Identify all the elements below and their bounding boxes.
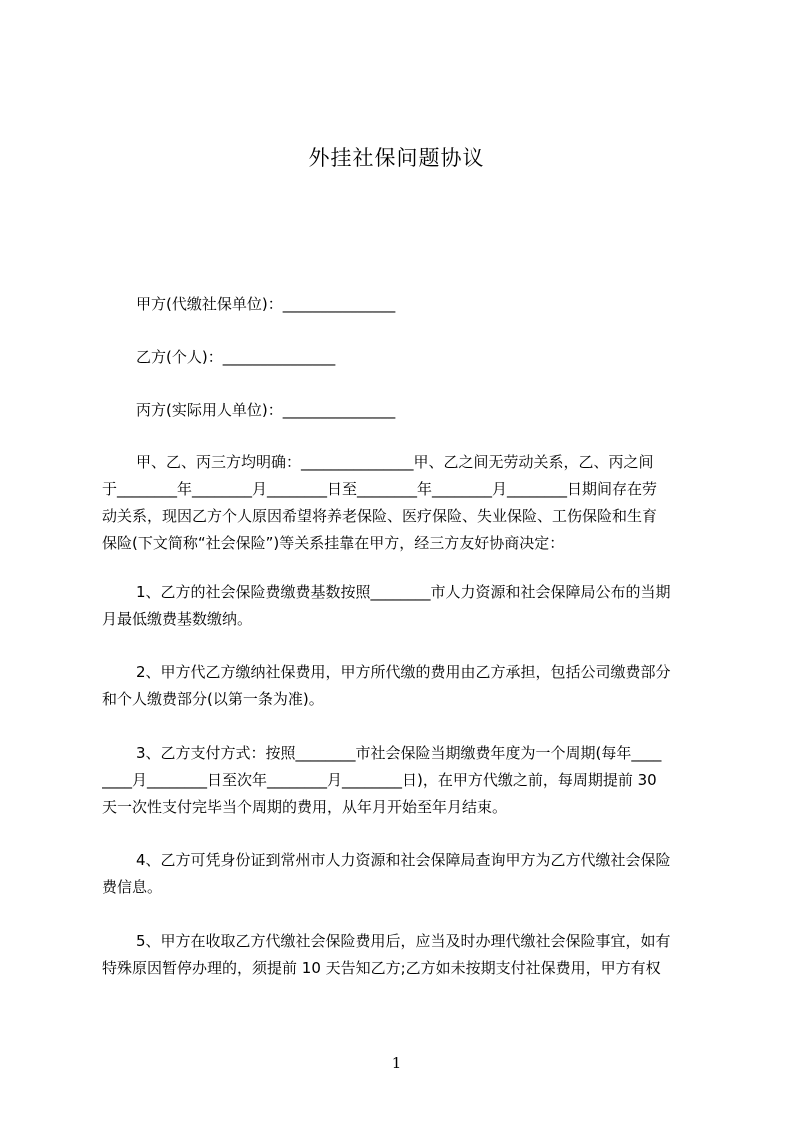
paragraph-line: 3、乙方支付方式：按照________市社会保险当期缴费年度为一个周期(每年____	[136, 744, 662, 762]
clause-3	[102, 740, 714, 821]
paragraph-line: 4、乙方可凭身份证到常州市人力资源和社会保障局查询甲方为乙方代缴社会保险	[136, 851, 671, 869]
paragraph-line: 甲、乙、丙三方均明确：_______________甲、乙之间无劳动关系，乙、丙之间	[136, 453, 654, 471]
party-c-line: 丙方(实际用人单位)：_______________	[136, 401, 396, 419]
paragraph-line: 动关系，现因乙方个人原因希望将养老保险、医疗保险、失业保险、工伤保险和生育	[102, 507, 658, 525]
paragraph-line: 保险(下文简称“社会保险”)等关系挂靠在甲方，经三方友好协商决定：	[102, 534, 565, 552]
clause-1	[102, 579, 714, 633]
paragraph-line: 费信息。	[102, 878, 163, 896]
document-title: 外挂社保问题协议	[308, 146, 485, 170]
party-a-line: 甲方(代缴社保单位)：_______________	[136, 295, 396, 313]
paragraph-line: 1、乙方的社会保险费缴费基数按照________市人力资源和社会保障局公布的当期	[136, 583, 671, 601]
paragraph-line: ____月________日至次年________月________日)，在甲方代缴之前，每周期提前 30	[102, 771, 657, 789]
clause-2	[102, 659, 714, 713]
paragraph-line: 特殊原因暂停办理的，须提前 10 天告知乙方;乙方如未按期支付社保费用，甲方有权	[102, 959, 661, 977]
paragraph-line: 天一次性支付完毕当个周期的费用，从年月开始至年月结束。	[102, 798, 508, 816]
paragraph-line: 和个人缴费部分(以第一条为准)。	[102, 690, 324, 708]
clause-4	[102, 847, 714, 901]
paragraph-line: 月最低缴费基数缴纳。	[102, 610, 253, 628]
paragraph-line: 5、甲方在收取乙方代缴社会保险费用后，应当及时办理代缴社会保险事宜，如有	[136, 932, 671, 950]
intro-paragraph	[102, 449, 714, 557]
party-b-line: 乙方(个人)：_______________	[136, 348, 336, 366]
page-number: 1	[391, 1054, 402, 1072]
clause-5	[102, 928, 714, 982]
paragraph-line: 于________年________月________日至________年________月________日期间存在劳	[102, 480, 658, 498]
paragraph-line: 2、甲方代乙方缴纳社保费用，甲方所代缴的费用由乙方承担，包括公司缴费部分	[136, 663, 671, 681]
